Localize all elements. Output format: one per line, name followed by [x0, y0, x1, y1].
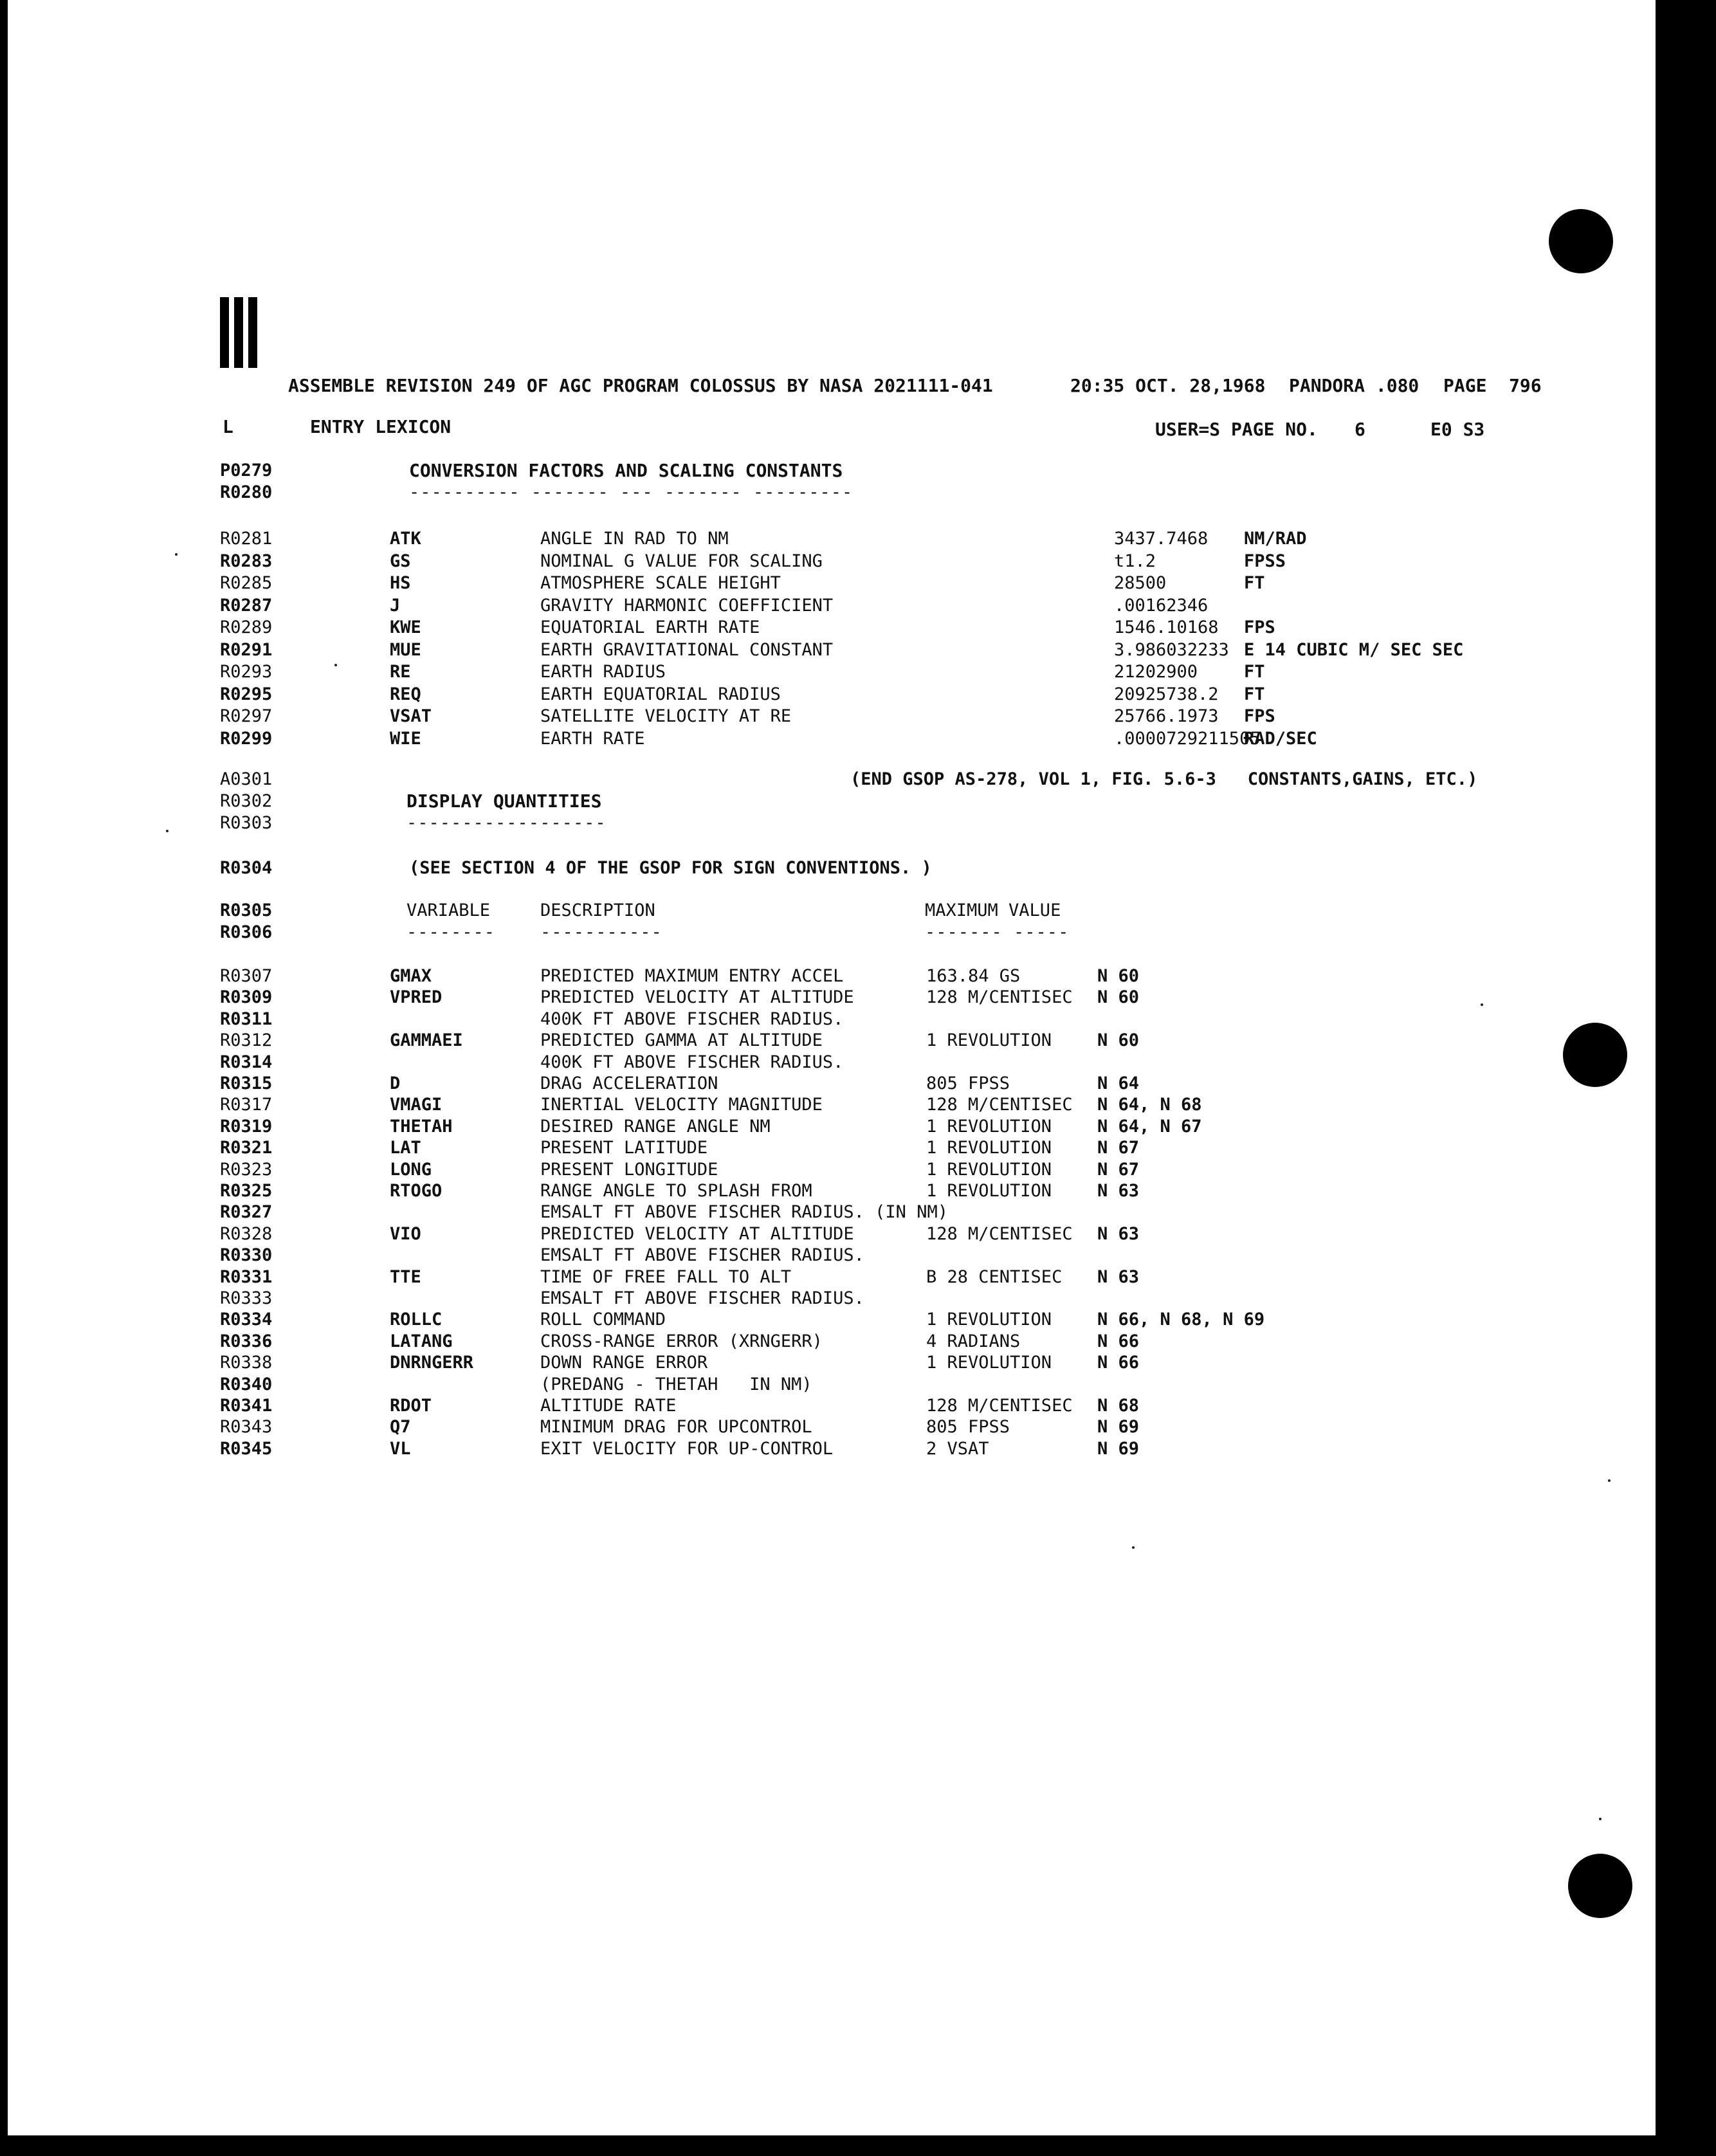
end-note: (END GSOP AS-278, VOL 1, FIG. 5.6-3 CONSTANTS,GAINS, ETC.) — [850, 769, 1478, 789]
listing-title: ASSEMBLE REVISION 249 OF AGC PROGRAM COLOSSUS BY NASA 2021111-041 — [288, 375, 993, 396]
constant-variable: ATK — [390, 529, 421, 549]
line-id: R0299 — [220, 728, 273, 749]
display-description: (PREDANG - THETAH IN NM) — [540, 1374, 812, 1394]
constant-description: EQUATORIAL EARTH RATE — [540, 617, 760, 637]
display-description: PREDICTED VELOCITY AT ALTITUDE — [540, 987, 854, 1008]
display-variable: VL — [390, 1438, 411, 1459]
display-noun: N 67 — [1097, 1138, 1140, 1158]
display-description: PREDICTED VELOCITY AT ALTITUDE — [540, 1223, 854, 1244]
line-id: R0331 — [220, 1266, 273, 1287]
display-max-value: 128 M/CENTISEC — [926, 987, 1073, 1008]
display-max-value: 128 M/CENTISEC — [926, 1223, 1073, 1244]
display-noun: N 67 — [1097, 1159, 1140, 1180]
display-description: PRESENT LATITUDE — [540, 1138, 708, 1158]
display-description: RANGE ANGLE TO SPLASH FROM — [540, 1181, 812, 1201]
line-id: R0321 — [220, 1138, 273, 1158]
sign-convention-note: (SEE SECTION 4 OF THE GSOP FOR SIGN CONVENTIONS. ) — [409, 858, 932, 878]
display-noun: N 64, N 68 — [1097, 1095, 1202, 1115]
display-max-value: 128 M/CENTISEC — [926, 1095, 1073, 1115]
constant-value: 3437.7468 — [1114, 529, 1209, 549]
constant-value: 28500 — [1114, 573, 1167, 593]
print-speck — [1608, 1479, 1611, 1482]
display-description: DESIRED RANGE ANGLE NM — [540, 1116, 771, 1137]
constant-variable: RE — [390, 662, 411, 682]
constant-unit: NM/RAD — [1244, 529, 1307, 549]
display-description: ROLL COMMAND — [540, 1310, 666, 1330]
line-id: R0328 — [220, 1223, 273, 1244]
display-max-value: B 28 CENTISEC — [926, 1266, 1063, 1287]
display-variable: DNRNGERR — [390, 1353, 474, 1373]
line-id: R0315 — [220, 1073, 273, 1093]
line-id: R0303 — [220, 813, 273, 833]
display-noun: N 64, N 67 — [1097, 1116, 1202, 1137]
display-variable: TTE — [390, 1266, 421, 1287]
line-id: R0280 — [220, 482, 273, 502]
display-description: EMSALT FT ABOVE FISCHER RADIUS. — [540, 1245, 864, 1266]
print-speck — [1132, 1546, 1135, 1549]
constant-value: 25766.1973 — [1114, 706, 1219, 726]
section-underline: ------------------ — [406, 813, 607, 833]
line-id: R0305 — [220, 900, 273, 920]
line-id: R0281 — [220, 529, 273, 549]
display-max-value: 1 REVOLUTION — [926, 1159, 1052, 1180]
display-noun: N 63 — [1097, 1223, 1140, 1244]
constant-description: EARTH RATE — [540, 728, 645, 749]
constant-unit: FPS — [1244, 617, 1275, 637]
display-description: DRAG ACCELERATION — [540, 1073, 718, 1093]
display-description: PREDICTED MAXIMUM ENTRY ACCEL — [540, 966, 844, 986]
display-variable: LONG — [390, 1159, 432, 1180]
column-underline: -------- — [406, 922, 496, 942]
display-max-value: 1 REVOLUTION — [926, 1181, 1052, 1201]
line-id: A0301 — [220, 769, 273, 789]
line-id: R0307 — [220, 966, 273, 986]
display-description: PRESENT LONGITUDE — [540, 1159, 718, 1180]
constant-description: EARTH GRAVITATIONAL CONSTANT — [540, 639, 834, 660]
print-speck — [334, 664, 337, 666]
display-noun: N 60 — [1097, 987, 1140, 1008]
display-max-value: 128 M/CENTISEC — [926, 1396, 1073, 1416]
constant-description: GRAVITY HARMONIC COEFFICIENT — [540, 595, 834, 616]
constant-value: 3.986032233 — [1114, 639, 1229, 660]
constant-variable: MUE — [390, 639, 421, 660]
constant-value: .0000729211505 — [1114, 728, 1261, 749]
column-header-variable: VARIABLE — [406, 900, 491, 920]
section-underline: ---------- ------- --- ------- --------- — [409, 482, 853, 502]
line-id: P0279 — [220, 461, 273, 480]
constant-unit: E 14 CUBIC M/ SEC SEC — [1244, 639, 1464, 660]
line-id: R0327 — [220, 1202, 273, 1223]
listing-code: E0 S3 — [1430, 419, 1485, 440]
display-noun: N 64 — [1097, 1073, 1140, 1093]
line-id: R0287 — [220, 595, 273, 616]
display-max-value: 1 REVOLUTION — [926, 1116, 1052, 1137]
display-variable: LATANG — [390, 1331, 453, 1351]
line-id: R0304 — [220, 858, 273, 878]
constant-variable: REQ — [390, 684, 421, 704]
page-number: 796 — [1509, 375, 1542, 396]
display-noun: N 60 — [1097, 1030, 1140, 1051]
column-underline: ------- ----- — [925, 922, 1070, 942]
display-variable: D — [390, 1073, 401, 1093]
print-speck — [175, 553, 178, 556]
constant-value: t1.2 — [1114, 551, 1156, 571]
display-noun: N 68 — [1097, 1396, 1140, 1416]
constant-description: EARTH EQUATORIAL RADIUS — [540, 684, 781, 704]
section-heading: CONVERSION FACTORS AND SCALING CONSTANTS — [409, 460, 843, 481]
display-description: MINIMUM DRAG FOR UPCONTROL — [540, 1417, 812, 1438]
display-variable: RTOGO — [390, 1181, 443, 1201]
print-speck — [1599, 1818, 1602, 1820]
line-id: R0340 — [220, 1374, 273, 1394]
display-description: DOWN RANGE ERROR — [540, 1353, 708, 1373]
line-id: R0311 — [220, 1009, 273, 1029]
constant-variable: HS — [390, 573, 411, 593]
constant-unit: FT — [1244, 573, 1265, 593]
display-max-value: 1 REVOLUTION — [926, 1310, 1052, 1330]
line-id: R0289 — [220, 617, 273, 637]
line-id: R0317 — [220, 1095, 273, 1115]
listing-timestamp: 20:35 OCT. 28,1968 — [1070, 375, 1266, 396]
line-id: R0285 — [220, 573, 273, 593]
constant-variable: KWE — [390, 617, 421, 637]
display-variable: Q7 — [390, 1417, 411, 1438]
constant-unit: FT — [1244, 684, 1265, 704]
display-description: PREDICTED GAMMA AT ALTITUDE — [540, 1030, 823, 1051]
constant-value: 1546.10168 — [1114, 617, 1219, 637]
line-id: R0334 — [220, 1310, 273, 1330]
display-max-value: 163.84 GS — [926, 966, 1021, 986]
display-variable: ROLLC — [390, 1310, 443, 1330]
print-speck — [1481, 1003, 1483, 1006]
page-label: PAGE — [1443, 375, 1487, 396]
line-id: R0291 — [220, 639, 273, 660]
display-max-value: 1 REVOLUTION — [926, 1138, 1052, 1158]
display-noun: N 63 — [1097, 1181, 1140, 1201]
line-id: R0312 — [220, 1030, 273, 1051]
constant-unit: FPSS — [1244, 551, 1286, 571]
line-id: R0309 — [220, 987, 273, 1008]
display-variable: VPRED — [390, 987, 443, 1008]
display-max-value: 1 REVOLUTION — [926, 1353, 1052, 1373]
line-id: R0343 — [220, 1417, 273, 1438]
line-id: R0333 — [220, 1288, 273, 1308]
constant-description: ATMOSPHERE SCALE HEIGHT — [540, 573, 781, 593]
constant-variable: VSAT — [390, 706, 432, 726]
left-marker: L — [223, 416, 233, 437]
display-description: EXIT VELOCITY FOR UP-CONTROL — [540, 1438, 834, 1459]
column-header-description: DESCRIPTION — [540, 900, 655, 920]
user-page-label: USER=S PAGE NO. — [1155, 419, 1318, 440]
line-id: R0338 — [220, 1353, 273, 1373]
display-variable: THETAH — [390, 1116, 453, 1137]
display-variable: GAMMAEI — [390, 1030, 463, 1051]
display-description: 400K FT ABOVE FISCHER RADIUS. — [540, 1052, 844, 1072]
display-max-value: 1 REVOLUTION — [926, 1030, 1052, 1051]
display-description: EMSALT FT ABOVE FISCHER RADIUS. (IN NM) — [540, 1202, 948, 1223]
display-max-value: 805 FPSS — [926, 1073, 1010, 1093]
display-noun: N 66, N 68, N 69 — [1097, 1310, 1265, 1330]
display-description: EMSALT FT ABOVE FISCHER RADIUS. — [540, 1288, 864, 1308]
line-id: R0306 — [220, 922, 273, 942]
display-max-value: 2 VSAT — [926, 1438, 989, 1459]
column-underline: ----------- — [540, 922, 662, 942]
display-noun: N 63 — [1097, 1266, 1140, 1287]
display-description: CROSS-RANGE ERROR (XRNGERR) — [540, 1331, 823, 1351]
line-id: R0314 — [220, 1052, 273, 1072]
line-id: R0302 — [220, 791, 273, 811]
constant-unit: RAD/SEC — [1244, 728, 1317, 749]
line-id: R0325 — [220, 1181, 273, 1201]
display-variable: RDOT — [390, 1396, 432, 1416]
display-noun: N 66 — [1097, 1331, 1140, 1351]
display-description: INERTIAL VELOCITY MAGNITUDE — [540, 1095, 823, 1115]
line-id: R0336 — [220, 1331, 273, 1351]
display-description: TIME OF FREE FALL TO ALT — [540, 1266, 792, 1287]
line-id: R0345 — [220, 1438, 273, 1459]
line-id: R0323 — [220, 1159, 273, 1180]
display-noun: N 60 — [1097, 966, 1140, 986]
user-page-number: 6 — [1355, 419, 1365, 440]
constant-value: 20925738.2 — [1114, 684, 1219, 704]
column-header-max-value: MAXIMUM VALUE — [925, 900, 1061, 920]
constant-unit: FT — [1244, 662, 1265, 682]
section-heading: DISPLAY QUANTITIES — [406, 790, 602, 812]
constant-description: EARTH RADIUS — [540, 662, 666, 682]
listing-system: PANDORA .080 — [1289, 375, 1419, 396]
display-noun: N 66 — [1097, 1353, 1140, 1373]
constant-value: 21202900 — [1114, 662, 1198, 682]
constant-value: .00162346 — [1114, 595, 1209, 616]
display-variable: VMAGI — [390, 1095, 443, 1115]
line-id: R0283 — [220, 551, 273, 571]
display-max-value: 4 RADIANS — [926, 1331, 1021, 1351]
constant-unit: FPS — [1244, 706, 1275, 726]
print-speck — [166, 830, 169, 832]
display-description: ALTITUDE RATE — [540, 1396, 677, 1416]
constant-variable: WIE — [390, 728, 421, 749]
display-variable: GMAX — [390, 966, 432, 986]
display-variable: VIO — [390, 1223, 421, 1244]
line-id: R0319 — [220, 1116, 273, 1137]
line-id: R0297 — [220, 706, 273, 726]
constant-description: ANGLE IN RAD TO NM — [540, 529, 729, 549]
display-max-value: 805 FPSS — [926, 1417, 1010, 1438]
line-id: R0330 — [220, 1245, 273, 1266]
constant-description: NOMINAL G VALUE FOR SCALING — [540, 551, 823, 571]
constant-variable: J — [390, 595, 401, 616]
section-title: ENTRY LEXICON — [310, 416, 452, 437]
display-noun: N 69 — [1097, 1438, 1140, 1459]
line-id: R0293 — [220, 662, 273, 682]
line-id: R0341 — [220, 1396, 273, 1416]
display-description: 400K FT ABOVE FISCHER RADIUS. — [540, 1009, 844, 1029]
display-noun: N 69 — [1097, 1417, 1140, 1438]
constant-variable: GS — [390, 551, 411, 571]
line-id: R0295 — [220, 684, 273, 704]
display-variable: LAT — [390, 1138, 421, 1158]
constant-description: SATELLITE VELOCITY AT RE — [540, 706, 792, 726]
